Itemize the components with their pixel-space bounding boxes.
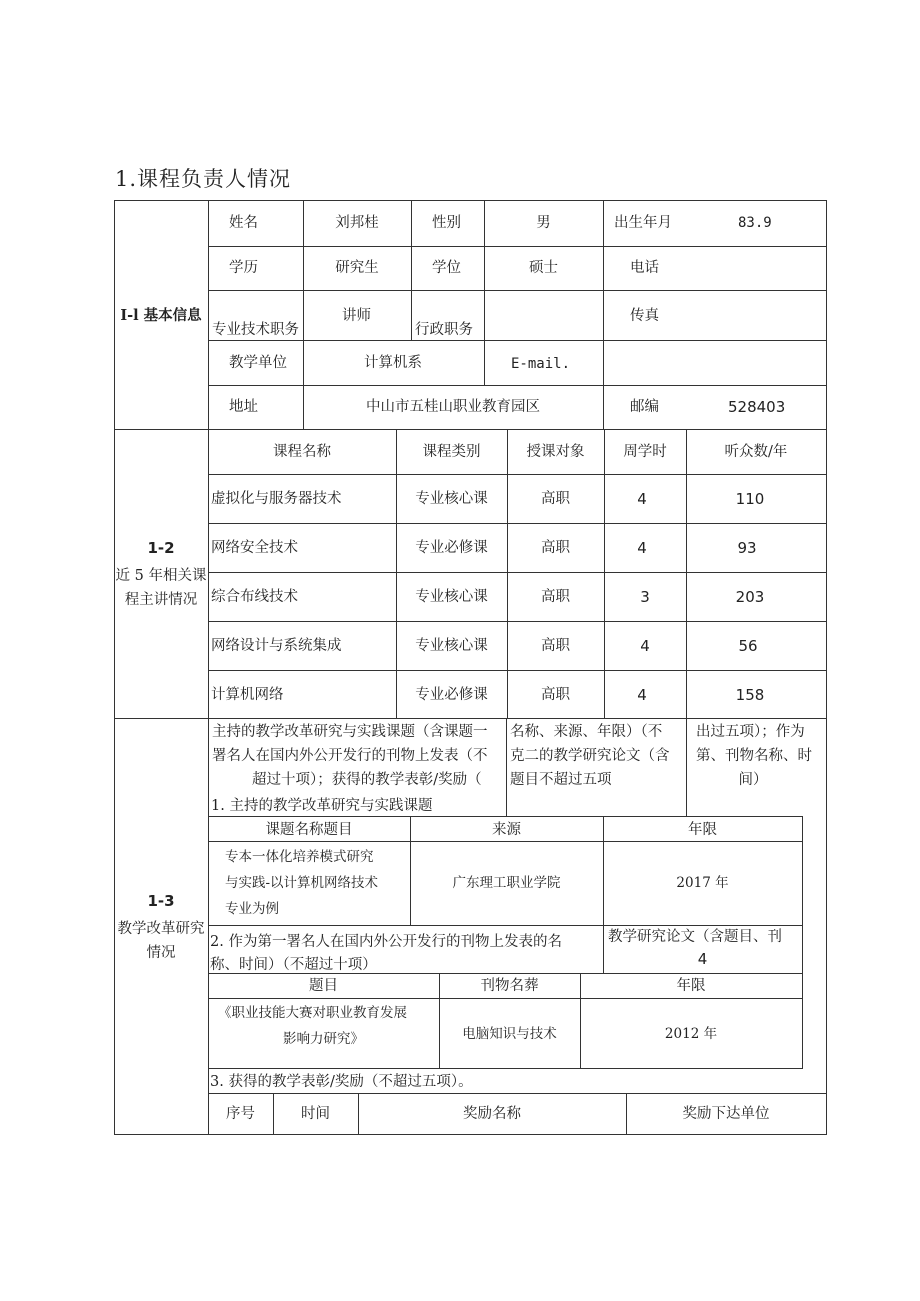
degree-value: 硕士 — [529, 260, 558, 276]
gender-label: 性别 — [432, 215, 461, 231]
course-target: 高职 — [541, 491, 570, 507]
table-border — [802, 816, 803, 1068]
course-type: 专业必修课 — [415, 687, 488, 703]
course-type: 专业必修课 — [415, 540, 488, 556]
course-target: 高职 — [541, 540, 570, 556]
paper-title: 《职业技能大赛对职业教育发展 — [218, 1005, 407, 1021]
course-name: 网络安全技术 — [211, 540, 298, 556]
course-hours: 4 — [637, 539, 647, 557]
birth-value: 83.9 — [738, 215, 772, 231]
addr-value: 中山市五桂山职业教育园区 — [366, 399, 540, 415]
paper-year: 2012 年 — [664, 1026, 718, 1042]
table-border — [114, 1134, 827, 1135]
sub3-title: 3. 获得的教学表彰/奖励（不超过五项）。 — [210, 1074, 473, 1090]
table-border — [208, 290, 826, 291]
paper-title: 影响力研究》 — [283, 1031, 364, 1047]
project-year: 2017 年 — [676, 875, 729, 891]
course-type: 专业核心课 — [415, 638, 488, 654]
unit-value: 计算机系 — [364, 355, 422, 371]
course-name: 网络设计与系统集成 — [211, 638, 342, 654]
project-name: 与实践-以计算机网络技术 — [225, 875, 379, 891]
table-border — [208, 474, 826, 475]
table-border — [114, 200, 115, 1135]
table-border — [686, 429, 687, 719]
table-border — [208, 816, 803, 817]
email-label: E-mail. — [511, 356, 571, 372]
title-label: 专业技术职务 — [212, 322, 299, 338]
col-header: 授课对象 — [526, 444, 585, 460]
course-audience: 56 — [738, 637, 758, 655]
table-border — [208, 523, 826, 524]
table-border — [208, 841, 803, 842]
col-header: 刊物名葬 — [480, 978, 539, 994]
table-border — [826, 200, 827, 1135]
col-header: 年限 — [688, 822, 717, 838]
section-line: 情况 — [146, 945, 176, 961]
section-label-text: I-l 基本信息 — [120, 307, 202, 324]
addr-label: 地址 — [229, 399, 258, 415]
sub2-side: 教学研究论文（含题目、刊 — [608, 929, 782, 945]
birth-label: 出生年月 — [614, 215, 672, 231]
col-header: 听众数/年 — [724, 444, 788, 460]
intro-text: 间） — [738, 772, 768, 788]
zip-label: 邮编 — [630, 399, 659, 415]
section-line: 程主讲情况 — [124, 592, 198, 608]
table-border — [686, 718, 687, 816]
course-hours: 4 — [637, 686, 647, 704]
section-num: 1-3 — [147, 892, 175, 910]
col-header: 奖励下达单位 — [682, 1106, 770, 1122]
col-header: 时间 — [301, 1106, 330, 1122]
table-border — [114, 429, 827, 430]
intro-text: 名称、来源、年限）（不 — [510, 724, 663, 740]
sub2-title: 2. 作为第一署名人在国内外公开发行的刊物上发表的名 — [210, 934, 562, 950]
col-header: 题目 — [309, 978, 338, 994]
col-header: 奖励名称 — [463, 1106, 521, 1122]
col-header: 序号 — [226, 1106, 255, 1122]
course-hours: 3 — [640, 588, 650, 606]
table-border — [114, 718, 827, 719]
table-border — [208, 621, 826, 622]
table-border — [208, 340, 826, 341]
table-border — [208, 1068, 803, 1069]
col-header: 周学时 — [623, 444, 667, 460]
table-border — [208, 670, 826, 671]
table-border — [208, 246, 826, 247]
course-hours: 4 — [637, 490, 647, 508]
page-title: 1.课程负责人情况 — [115, 167, 292, 191]
col-header: 课程类别 — [422, 444, 481, 460]
course-name: 虚拟化与服务器技术 — [211, 491, 342, 507]
gender-value: 男 — [536, 215, 551, 231]
table-border — [303, 200, 304, 430]
intro-text: 署名人在国内外公开发行的刊物上发表（不 — [212, 748, 488, 764]
section-line: 近 5 年相关课 — [115, 568, 207, 584]
table-border — [603, 200, 604, 430]
table-border — [506, 718, 507, 816]
intro-text: 主持的教学改革研究与实践课题（含课题一 — [212, 724, 488, 740]
fax-label: 传真 — [630, 308, 659, 324]
name-value: 刘邦桂 — [335, 215, 379, 231]
course-type: 专业核心课 — [415, 589, 488, 605]
course-hours: 4 — [640, 637, 650, 655]
col-header: 年限 — [676, 978, 706, 994]
course-audience: 110 — [735, 490, 765, 508]
name-label: 姓名 — [229, 215, 258, 231]
col-header: 课程名称 — [273, 444, 331, 460]
table-border — [604, 429, 605, 719]
intro-text: 题目不超过五项 — [510, 772, 612, 788]
title-value: 讲师 — [342, 308, 371, 324]
edu-label: 学历 — [229, 260, 258, 276]
project-name: 专本一体化培养模式研究 — [225, 849, 374, 865]
table-border — [507, 429, 508, 719]
intro-text: 超过十项）；获得的教学表彰/奖励（ — [252, 772, 482, 788]
intro-text: 克二的教学研究论文（含 — [510, 748, 670, 764]
section-label-basic — [114, 307, 208, 325]
table-border — [208, 925, 803, 926]
course-name: 综合布线技术 — [211, 589, 298, 605]
unit-label: 教学单位 — [229, 355, 287, 371]
course-type: 专业核心课 — [415, 491, 488, 507]
degree-label: 学位 — [432, 260, 461, 276]
section-line: 教学改革研究 — [117, 921, 205, 937]
project-name: 专业为例 — [225, 901, 279, 917]
col-header: 课题名称题目 — [265, 822, 353, 838]
paper-journal: 电脑知识与技术 — [462, 1026, 557, 1042]
course-target: 高职 — [541, 687, 570, 703]
edu-value: 研究生 — [335, 260, 379, 276]
sub2-side: 4 — [697, 950, 708, 968]
table-border — [208, 1093, 826, 1094]
intro-text: 第、刊物名称、时 — [696, 748, 812, 764]
table-border — [411, 200, 412, 340]
table-border — [114, 200, 827, 201]
table-border — [208, 998, 803, 999]
course-audience: 93 — [737, 539, 757, 557]
project-source: 广东理工职业学院 — [452, 875, 561, 891]
course-audience: 158 — [735, 686, 765, 704]
table-border — [396, 429, 397, 719]
sub1-title: 1. 主持的教学改革研究与实践课题 — [211, 798, 433, 814]
course-target: 高职 — [541, 638, 570, 654]
course-name: 计算机网络 — [211, 687, 284, 703]
phone-label: 电话 — [630, 260, 659, 276]
section-num: 1-2 — [147, 539, 175, 557]
sub2-title: 称、时间）（不超过十项） — [210, 957, 377, 973]
zip-value: 528403 — [728, 398, 786, 416]
course-target: 高职 — [541, 589, 570, 605]
table-border — [208, 572, 826, 573]
intro-text: 出过五项）；作为 — [696, 724, 805, 740]
col-header: 来源 — [492, 822, 521, 838]
course-audience: 203 — [735, 588, 765, 606]
admin-label: 行政职务 — [415, 322, 473, 338]
table-border — [208, 385, 826, 386]
